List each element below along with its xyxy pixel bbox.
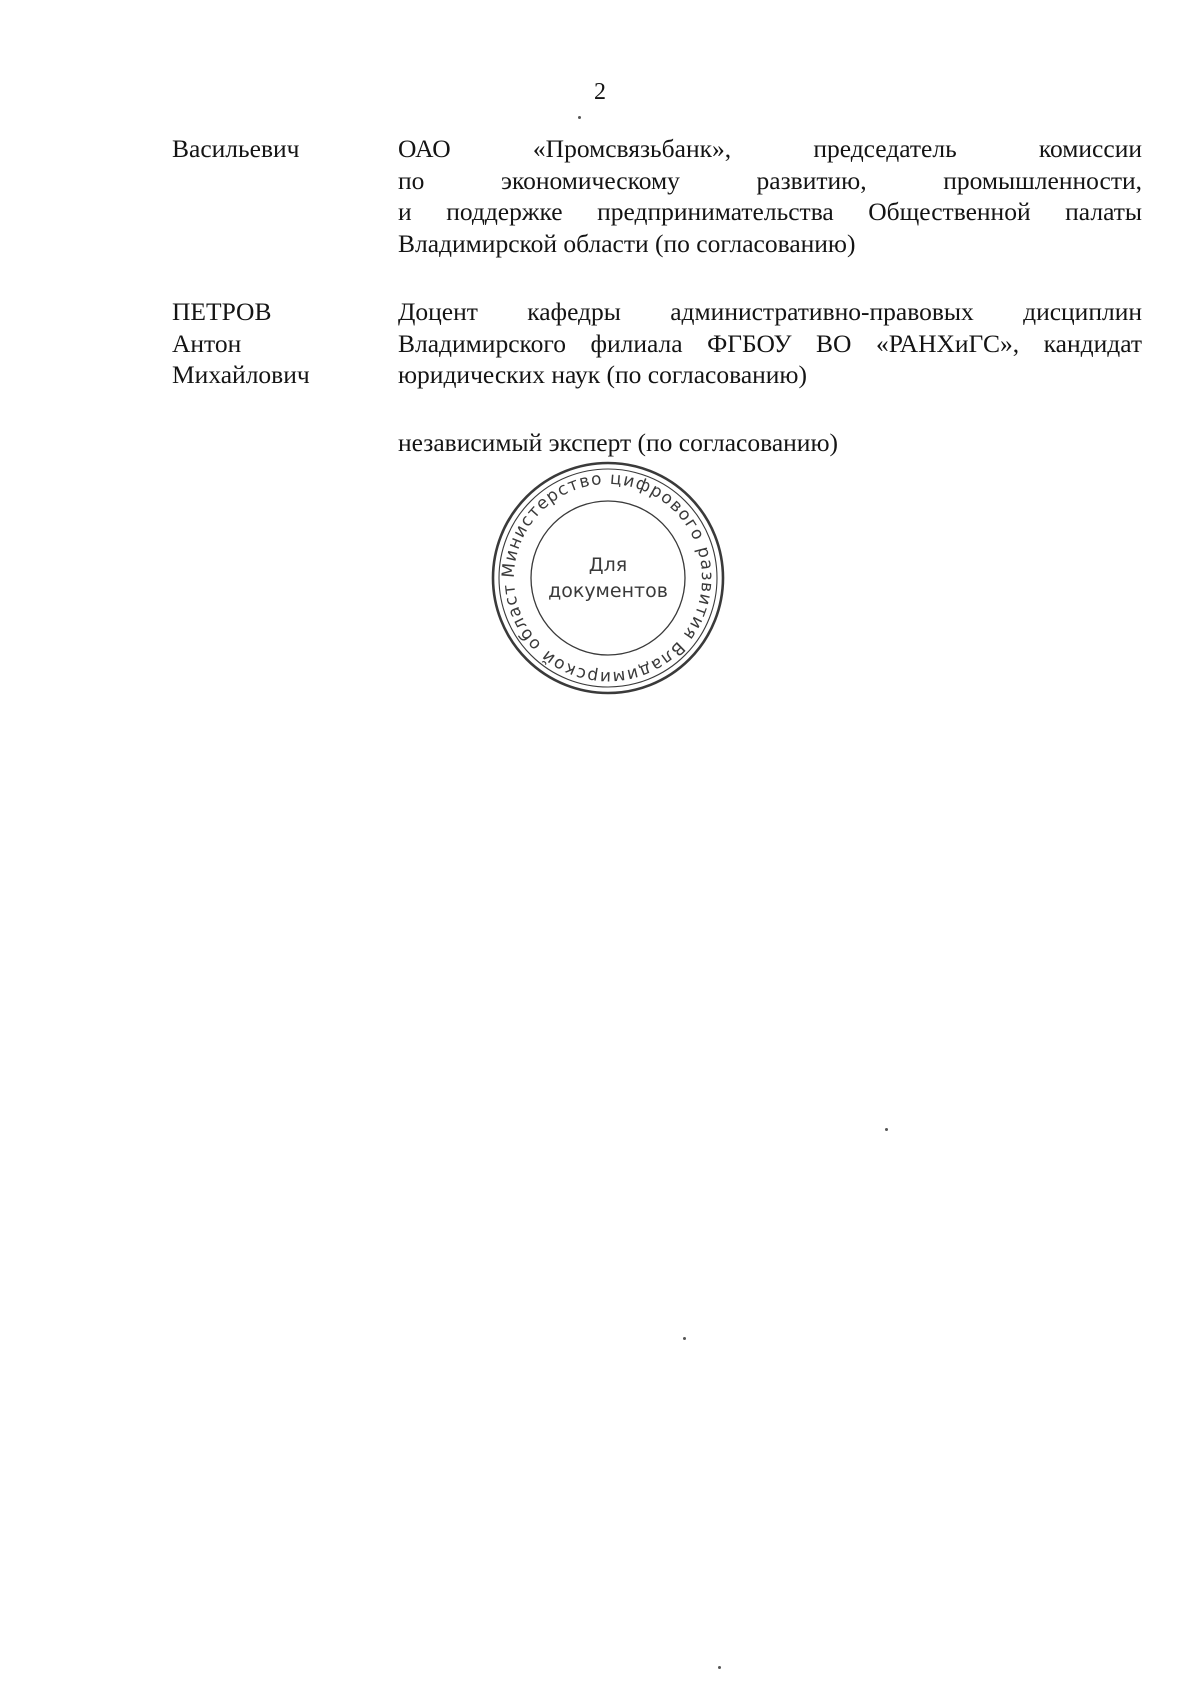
scan-speck [578,116,581,119]
member-role [398,427,1142,459]
member-role-line: по экономическому развитию, промышленности, [398,165,1142,195]
seal-outer-ring [493,463,723,693]
member-surname: ПЕТРОВ [172,297,272,326]
member-role-line: независимый эксперт (по согласованию) [398,428,838,457]
seal-ring-text: Министерство цифрового развития Владимирской област [498,468,718,688]
member-role-line: Владимирского филиала ФГБОУ ВО «РАНХиГС», кандидат [398,328,1142,358]
page-number: 2 [594,79,606,105]
member-name-line: Васильевич [172,134,300,163]
member-patronymic: Михайлович [172,360,310,389]
scan-speck [885,1128,888,1131]
seal-inner-ring [531,501,685,655]
seal-center-line-2: документов [548,580,668,602]
seal-graphic [488,458,728,698]
seal-center-line-1: Для [588,554,628,576]
member-role [398,133,1142,259]
member-role-line: Владимирской области (по согласованию) [398,228,856,258]
scan-speck [718,1666,721,1669]
member-role-line: юридических наук (по согласованию) [398,360,807,389]
member-role-line: и поддержке предпринимательства Общественной палаты [398,197,1142,226]
member-name [172,133,372,165]
member-name [172,296,372,391]
scan-speck [683,1337,686,1340]
official-seal [488,458,728,698]
member-role-line: ОАО «Промсвязьбанк», председатель комиссии [398,134,1142,163]
member-role [398,296,1142,391]
member-role-line: Доцент кафедры административно-правовых дисциплин [398,297,1142,326]
member-first-name: Антон [172,328,242,358]
